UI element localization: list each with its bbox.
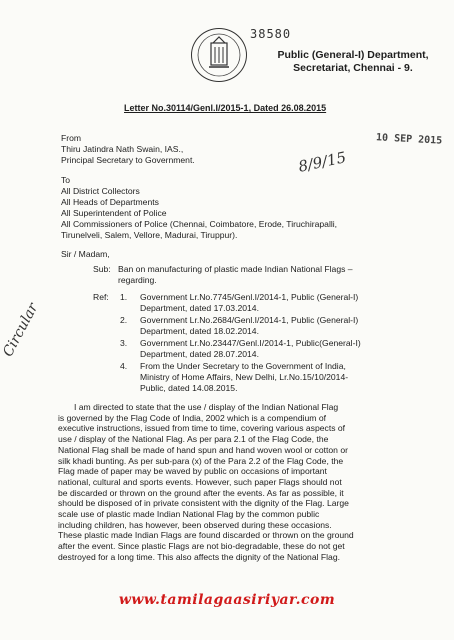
body-line: silk khadi bunting. As per sub-para (x) of the Para 2.2 of the Flag Code, the: [58, 455, 344, 466]
website-watermark: www.tamilagaasiriyar.com: [118, 592, 336, 608]
subject-label: Sub:: [93, 264, 111, 274]
subject-line: Ban on manufacturing of plastic made Indian National Flags –: [118, 264, 353, 274]
body-line: scale use of plastic made Indian National Flag by the common public: [58, 509, 320, 520]
reference-number: 2.: [120, 315, 128, 325]
reference-number: 3.: [120, 338, 128, 348]
to-label: To: [61, 175, 71, 185]
reference-label: Ref:: [93, 292, 109, 302]
margin-handwritten-note: Circular: [0, 300, 42, 360]
sender-designation: Principal Secretary to Government.: [61, 155, 195, 165]
body-line: is governed by the Flag Code of India, 2002 which is a compendium of: [58, 412, 326, 423]
department-line-2: Secretariat, Chennai - 9.: [293, 62, 413, 74]
reference-number: 4.: [120, 361, 128, 371]
letter-reference: Letter No.30114/Genl.I/2015-1, Dated 26.08.2015: [124, 103, 327, 113]
recipient-line: All District Collectors: [61, 186, 140, 196]
recipient-line: Tirunelveli, Salem, Vellore, Madurai, Tiruppur).: [61, 230, 238, 240]
reference-line: Government Lr.No.7745/Genl.I/2014-1, Public (General-I): [140, 292, 359, 302]
body-line: executive instructions, issued from time to time, covering various aspects of: [58, 423, 346, 434]
sender-name: Thiru Jatindra Nath Swain, IAS.,: [61, 144, 184, 154]
body-line: National Flag shall be made of hand spun and hand woven wool or cotton or: [58, 444, 348, 455]
reference-line: Department, dated 17.03.2014.: [140, 303, 259, 313]
body-line: I am directed to state that the use / display of the Indian National Flag: [74, 402, 339, 412]
reference-line: Government Lr.No.2684/Genl.I/2014-1, Public (General-I): [140, 315, 359, 325]
department-heading: [258, 49, 448, 75]
from-label: From: [61, 133, 82, 143]
reference-line: Department, dated 18.02.2014.: [140, 326, 259, 336]
inward-stamp-number: 38580: [250, 27, 292, 41]
body-line: after the event. Since plastic Flags are not bio-degradable, these do not get: [58, 541, 345, 552]
salutation: Sir / Madam,: [61, 249, 110, 259]
received-date-stamp: 10 SEP 2015: [375, 132, 443, 147]
body-line: should be disposed of in private consistent with the dignity of the Flag. Large: [58, 498, 349, 509]
body-line: national, cultural and sports events. However, such paper Flags should not: [58, 476, 342, 487]
government-seal-emblem: [191, 28, 247, 82]
handwritten-date-note: 8/9/15: [296, 148, 348, 176]
recipient-line: All Heads of Departments: [61, 197, 159, 207]
body-line: These plastic made Indian Flags are found discarded or thrown on the ground: [58, 530, 354, 541]
reference-line: Department, dated 28.07.2014.: [140, 349, 259, 359]
recipient-line: All Superintendent of Police: [61, 208, 167, 218]
recipient-line: All Commissioners of Police (Chennai, Coimbatore, Erode, Tiruchirapalli,: [61, 219, 338, 229]
reference-line: Public, dated 14.08.2015.: [140, 383, 238, 393]
body-line: Flag made of paper may be waved by public on occasions of important: [58, 466, 327, 477]
body-line: destroyed for a long time. This also affects the dignity of the National Flag.: [58, 551, 340, 562]
reference-line: Ministry of Home Affairs, New Delhi, Lr.No.15/10/2014-: [140, 372, 349, 382]
reference-number: 1.: [120, 292, 128, 302]
letter-body: [58, 402, 396, 563]
reference-line: From the Under Secretary to the Government of India,: [140, 361, 346, 371]
reference-line: Government Lr.No.23447/Genl.I/2014-1, Public(General-I): [140, 338, 361, 348]
body-line: use / display of the National Flag. As per para 2.1 of the Flag Code, the: [58, 434, 329, 445]
subject-line: regarding.: [118, 275, 157, 285]
body-line: including children, has however, been observed during these occasions.: [58, 519, 332, 530]
department-line-1: Public (General-I) Department,: [277, 49, 429, 61]
body-line: be discarded or thrown on the ground after the events. As far as possible, it: [58, 487, 344, 498]
